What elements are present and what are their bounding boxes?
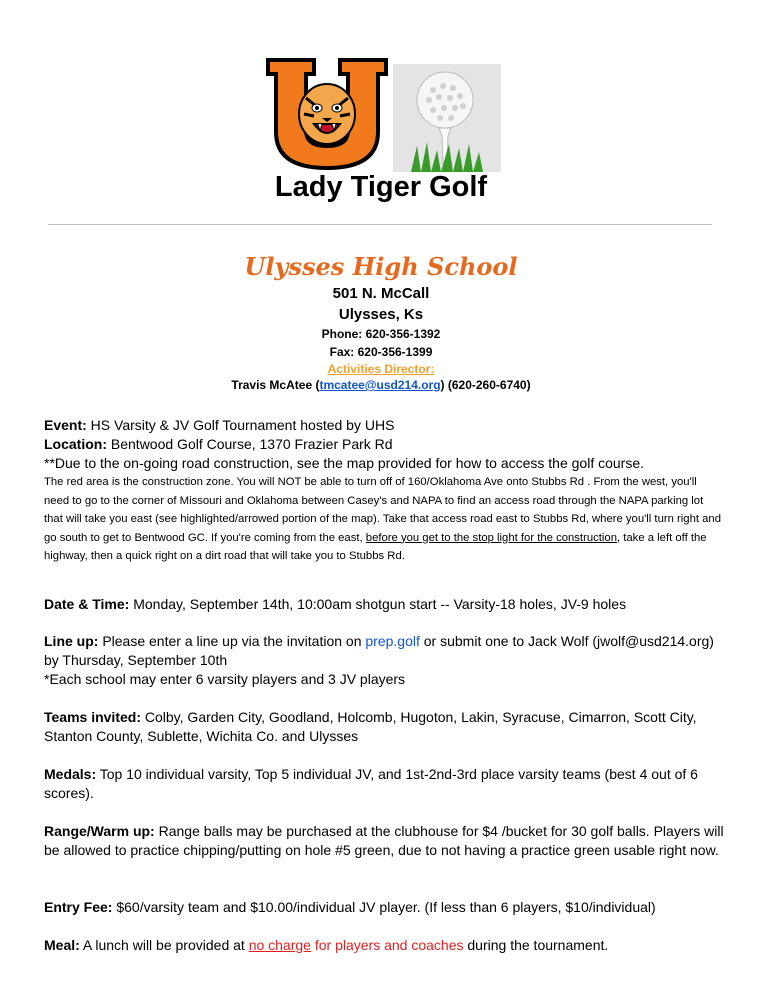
range-value: Range balls may be purchased at the clubhouse for $4 /bucket for 30 golf balls. Players will be allowed to practice chipping/putting on hole #5 green, due to not having a practice green usable right now. <box>44 823 724 858</box>
meal-value-2: for players and coaches <box>310 937 464 953</box>
medals-label: Medals: <box>44 766 97 782</box>
range-line <box>44 822 724 860</box>
school-name: Ulysses High School <box>244 252 518 281</box>
teams-line <box>44 708 724 746</box>
entry-fee-line <box>44 898 724 917</box>
construction-detail-underlined: before you get to the stop light for the construction <box>365 531 617 544</box>
construction-detail <box>44 473 724 566</box>
address-street: 501 N. McCall <box>332 285 430 302</box>
location-value: Bentwood Golf Course, 1370 Frazier Park Rd <box>107 436 393 452</box>
construction-note: **Due to the on-going road construction, see the map provided for how to access the golf course. <box>44 455 645 471</box>
lineup-value-2: or submit one to Jack Wolf (jwolf@usd214.org) by Thursday, September 10th <box>44 633 714 668</box>
director-phone: ) (620-260-6740) <box>440 378 531 392</box>
school-phone: Phone: 620-356-1392 <box>321 327 441 341</box>
meal-value-1: A lunch will be provided at <box>79 937 249 953</box>
event-line <box>44 416 724 435</box>
teams-label: Teams invited: <box>44 709 141 725</box>
meal-value-3: during the tournament. <box>463 937 609 953</box>
lineup-line <box>44 632 724 670</box>
teams-value: Colby, Garden City, Goodland, Holcomb, Hugoton, Lakin, Syracuse, Cimarron, Scott City, Stanton County, Sublette, Wichita Co. and Ulysses <box>44 709 697 744</box>
date-time-value: Monday, September 14th, 10:00am shotgun start -- Varsity-18 holes, JV-9 holes <box>129 596 627 612</box>
entry-fee-label: Entry Fee: <box>44 899 113 915</box>
school-fax: Fax: 620-356-1399 <box>329 345 433 359</box>
entry-fee-value: $60/varsity team and $10.00/individual JV player. (If less than 6 players, $10/individual) <box>112 899 656 915</box>
meal-no-charge: no charge <box>248 937 311 953</box>
divider <box>48 224 712 225</box>
prep-golf-link[interactable]: prep.golf <box>365 633 420 649</box>
lineup-label: Line up: <box>44 633 99 649</box>
director-email-link[interactable]: tmcatee@usd214.org <box>319 378 441 392</box>
event-value: HS Varsity & JV Golf Tournament hosted by UHS <box>86 417 395 433</box>
director-name: Travis McAtee ( <box>231 378 320 392</box>
activities-director-label: Activities Director: <box>327 362 435 376</box>
medals-line <box>44 765 724 803</box>
location-line <box>44 435 724 454</box>
meal-label: Meal: <box>44 937 80 953</box>
page-title: Lady Tiger Golf <box>274 171 488 203</box>
tiger-u-logo-icon <box>266 58 388 170</box>
date-time-line <box>44 595 724 614</box>
medals-value: Top 10 individual varsity, Top 5 individual JV, and 1st-2nd-3rd place varsity teams (best 4 out of 6 scores). <box>44 766 698 801</box>
lineup-value-1: Please enter a line up via the invitation on <box>98 633 366 649</box>
meal-line <box>44 936 724 955</box>
lineup-note: *Each school may enter 6 varsity players and 3 JV players <box>44 671 406 687</box>
golf-ball-on-tee-icon <box>393 64 501 172</box>
date-time-label: Date & Time: <box>44 596 130 612</box>
construction-detail-2: , take a left off the highway, then a quick right on a dirt road that will take you to Stubbs Rd. <box>44 531 707 562</box>
location-label: Location: <box>44 436 107 452</box>
construction-detail-1: The red area is the construction zone. You will NOT be able to turn off of 160/Oklahoma Ave onto Stubbs Rd . From the west, you'll need to go to the corner of Missouri and Oklahoma between Casey's and NAPA to find an access road through the NAPA parking lot that will take you east (see highlighted/arrowed portion of the map). Take that access road east to Stubbs Rd, where you'll turn right and go south to get to Bentwood GC. If you're coming from the east, <box>44 476 722 544</box>
range-label: Range/Warm up: <box>44 823 155 839</box>
director-contact <box>0 378 762 392</box>
event-label: Event: <box>44 417 87 433</box>
address-city: Ulysses, Ks <box>338 306 424 323</box>
